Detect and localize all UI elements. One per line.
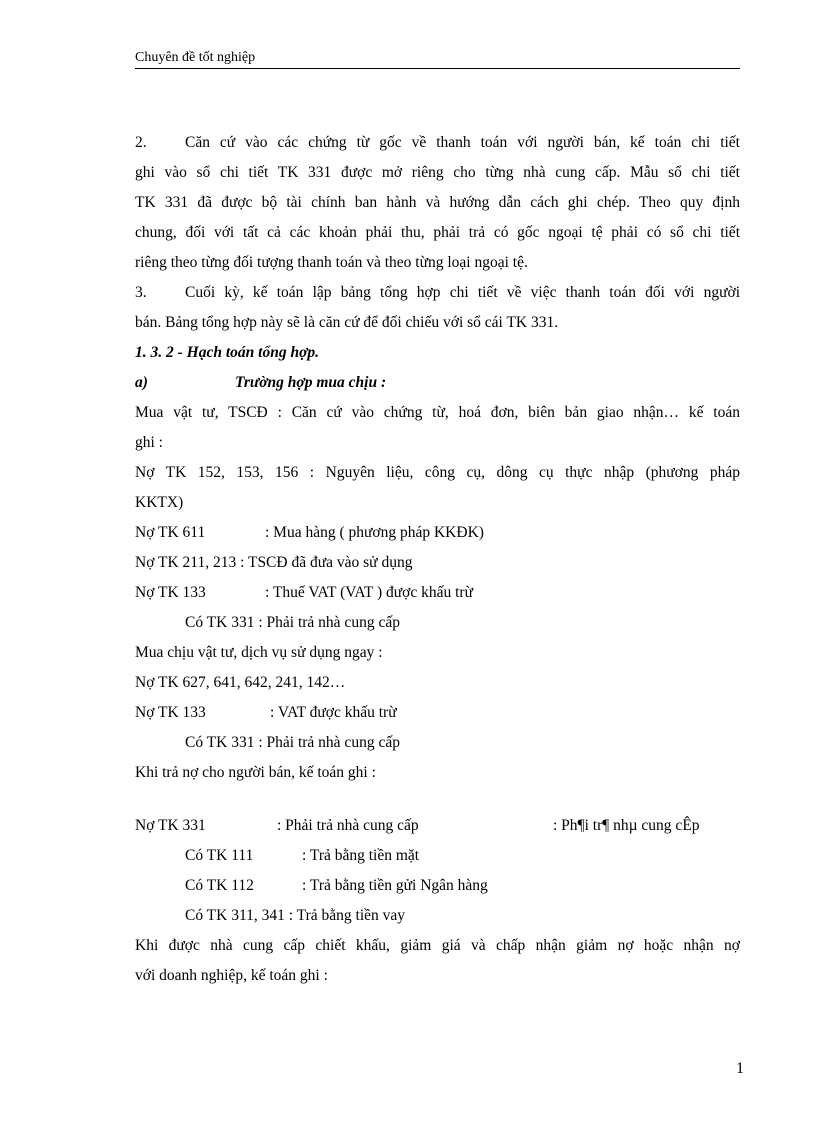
paragraph-2-line-3: TK 331 đã được bộ tài chính ban hành và hướng dẫn cách ghi chép. Theo quy định — [135, 194, 740, 211]
debit-331-entry: Nợ TK 331 : Phải trả nhà cung cấp : Ph¶i tr¶ nhµ cung cÊp — [135, 817, 700, 834]
purchase-line-2: ghi : — [135, 434, 163, 451]
debit-133-entry-b: Nợ TK 133 : VAT được khấu trừ — [135, 704, 397, 721]
pay-supplier-line: Khi trả nợ cho người bán, kế toán ghi : — [135, 764, 376, 781]
buy-on-credit-line: Mua chịu vật tư, dịch vụ sử dụng ngay : — [135, 644, 383, 661]
page-number: 1 — [736, 1060, 744, 1077]
paragraph-2-line-5: riêng theo từng đối tượng thanh toán và theo từng loại ngoại tệ. — [135, 254, 528, 271]
purchase-line-1: Mua vật tư, TSCĐ : Căn cứ vào chứng từ, hoá đơn, biên bản giao nhận… kế toán — [135, 404, 740, 421]
section-heading: 1. 3. 2 - Hạch toán tổng hợp. — [135, 344, 320, 361]
header-title: Chuyên đề tốt nghiệp — [135, 50, 256, 65]
page-header — [135, 50, 740, 69]
debit-627-entry: Nợ TK 627, 641, 642, 241, 142… — [135, 674, 346, 691]
credit-111-entry: Có TK 111 : Trả bằng tiền mặt — [185, 847, 420, 864]
debit-152-line-2: KKTX) — [135, 494, 184, 511]
debit-211-entry: Nợ TK 211, 213 : TSCĐ đã đưa vào sử dụng — [135, 554, 413, 571]
credit-112-entry: Có TK 112 : Trả bằng tiền gửi Ngân hàng — [185, 877, 488, 894]
paragraph-2-line-2: ghi vào sổ chi tiết TK 331 được mở riêng cho từng nhà cung cấp. Mẫu sổ chi tiết — [135, 164, 740, 181]
debit-133-entry: Nợ TK 133 : Thuế VAT (VAT ) được khấu trừ — [135, 584, 473, 601]
paragraph-2-line-1: 2. Căn cứ vào các chứng từ gốc về thanh toán với người bán, kế toán chi tiết — [135, 134, 740, 151]
credit-311-entry: Có TK 311, 341 : Trả bằng tiền vay — [185, 907, 406, 924]
paragraph-2-number: 2. — [135, 134, 147, 151]
paragraph-2-line-4: chung, đối với tất cả các khoản phải thu, phải trả có gốc ngoại tệ phải có sổ chi tiết — [135, 224, 740, 241]
subsection-a — [135, 373, 386, 393]
debit-611-entry: Nợ TK 611 : Mua hàng ( phương pháp KKĐK) — [135, 524, 484, 541]
credit-331-entry-a: Có TK 331 : Phải trả nhà cung cấp — [185, 614, 400, 631]
paragraph-3-number: 3. — [135, 284, 147, 301]
paragraph-3-line-2: bán. Bảng tổng hợp này sẽ là căn cứ để đối chiếu với sổ cái TK 331. — [135, 314, 559, 331]
credit-331-entry-b: Có TK 331 : Phải trả nhà cung cấp — [185, 734, 400, 751]
subsection-a-label: a) — [135, 374, 148, 391]
subsection-a-title: Trường hợp mua chịu : — [235, 374, 387, 391]
discount-line-2: với doanh nghiệp, kế toán ghi : — [135, 967, 328, 984]
debit-152-line-1: Nợ TK 152, 153, 156 : Nguyên liệu, công cụ, dông cụ thực nhập (phương pháp — [135, 464, 740, 481]
paragraph-3-line-1: 3. Cuối kỳ, kế toán lập bảng tổng hợp chi tiết về việc thanh toán đối với người — [135, 284, 740, 301]
discount-line-1: Khi được nhà cung cấp chiết khấu, giảm giá và chấp nhận giảm nợ hoặc nhận nợ — [135, 937, 740, 954]
